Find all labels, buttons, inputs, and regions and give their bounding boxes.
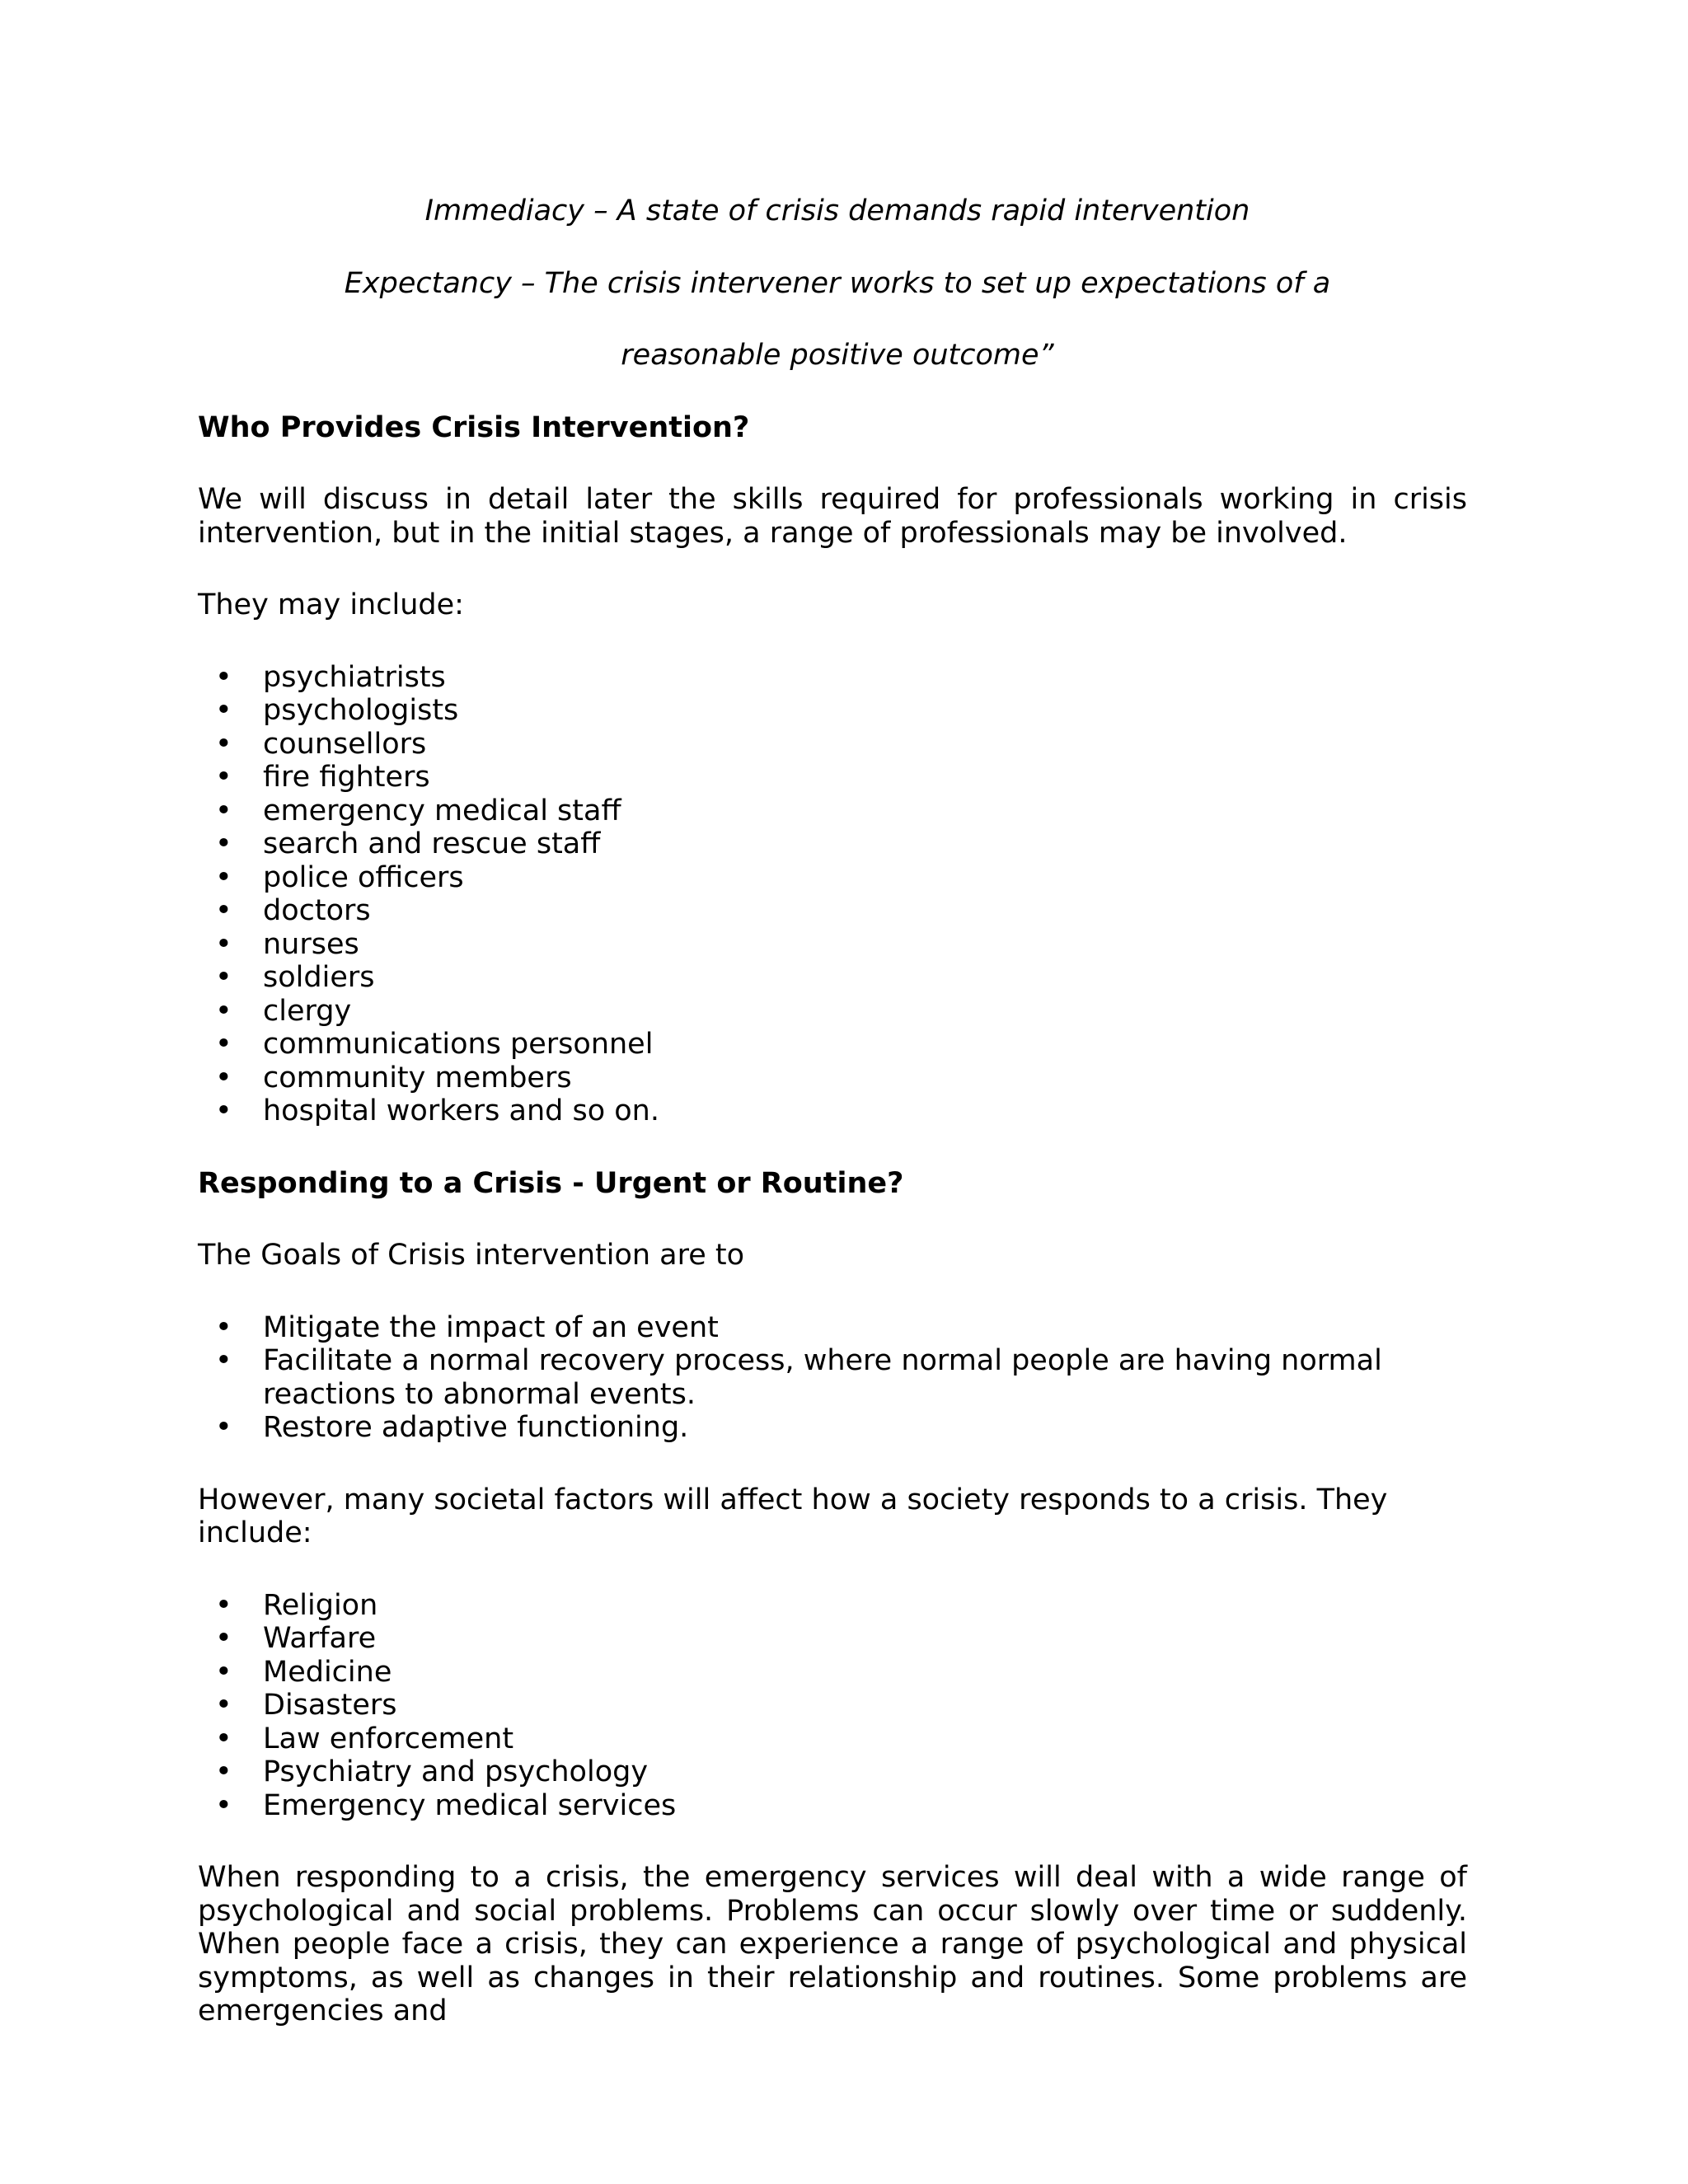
- page-content: [198, 194, 1467, 2067]
- bullet-icon: •: [215, 1344, 232, 1377]
- bullet-icon: •: [215, 994, 232, 1028]
- bullet-icon: •: [215, 1588, 232, 1622]
- list-item: • police officers: [215, 860, 464, 894]
- list-item: • nurses: [215, 927, 359, 961]
- bullet-icon: •: [215, 961, 232, 994]
- bullet-icon: •: [215, 1788, 232, 1822]
- bullet-icon: •: [215, 660, 232, 694]
- paragraph-may-include: They may include:: [198, 588, 464, 621]
- bullet-icon: •: [215, 827, 232, 860]
- list-item: • Warfare: [215, 1622, 377, 1655]
- bullet-icon: •: [215, 761, 232, 794]
- list-item: • Disasters: [215, 1689, 397, 1722]
- bullet-icon: •: [215, 694, 232, 727]
- quote-line-expectancy: Expectancy – The crisis intervener works to set up expectations of a: [344, 266, 1331, 300]
- quote-line-outcome: reasonable positive outcome”: [621, 339, 1054, 372]
- list-item: • search and rescue staff: [215, 827, 601, 860]
- bullet-icon: •: [215, 1689, 232, 1722]
- list-item: • Emergency medical services: [215, 1788, 677, 1822]
- paragraph-responding-closing: When responding to a crisis, the emergency services will deal with a wide range of psychological and social problems. Problems can occur slowly over time or suddenly. When people face a crisis, they can experience a range of psychological and physical symptoms, as well as changes in their relationship and routines. Some problems are emergencies and: [198, 1861, 1467, 2027]
- list-item: • Facilitate a normal recovery process, where normal people are having normal reactions to abnormal events.: [215, 1344, 1382, 1411]
- bullet-icon: •: [215, 1028, 232, 1061]
- list-item: • communications personnel: [215, 1028, 654, 1061]
- bullet-icon: •: [215, 1061, 232, 1094]
- bullet-icon: •: [215, 1755, 232, 1788]
- list-item: • soldiers: [215, 961, 375, 994]
- list-item: • counsellors: [215, 727, 427, 761]
- list-item: • fire fighters: [215, 761, 430, 794]
- paragraph-skills: We will discuss in detail later the skills required for professionals working in crisis intervention, but in the initial stages, a range of professionals may be involved.: [198, 483, 1467, 550]
- paragraph-factors-intro: However, many societal factors will affect how a society responds to a crisis. They include:: [198, 1483, 1388, 1549]
- list-item: • hospital workers and so on.: [215, 1094, 659, 1127]
- list-item: • Law enforcement: [215, 1722, 514, 1755]
- professionals-list: [198, 661, 1467, 1128]
- list-item: • Restore adaptive functioning.: [215, 1411, 689, 1444]
- goals-list: [198, 1311, 1467, 1445]
- bullet-icon: •: [215, 794, 232, 827]
- list-item: • Religion: [215, 1588, 378, 1622]
- quote-line-immediacy: Immediacy – A state of crisis demands rapid intervention: [424, 194, 1250, 227]
- bullet-icon: •: [215, 1655, 232, 1689]
- section-heading-who-provides: Who Provides Crisis Intervention?: [198, 410, 750, 444]
- bullet-icon: •: [215, 1722, 232, 1755]
- list-item: • emergency medical staff: [215, 794, 621, 827]
- list-item: • Mitigate the impact of an event: [215, 1310, 719, 1344]
- list-item: • Psychiatry and psychology: [215, 1755, 649, 1788]
- section-heading-responding: Responding to a Crisis - Urgent or Routine?: [198, 1166, 904, 1200]
- bullet-icon: •: [215, 927, 232, 961]
- bullet-icon: •: [215, 1310, 232, 1344]
- bullet-icon: •: [215, 727, 232, 761]
- paragraph-goals-intro: The Goals of Crisis intervention are to: [198, 1239, 745, 1272]
- list-item: • clergy: [215, 994, 352, 1028]
- list-item: • doctors: [215, 894, 371, 927]
- bullet-icon: •: [215, 860, 232, 894]
- bullet-icon: •: [215, 894, 232, 927]
- bullet-icon: •: [215, 1411, 232, 1444]
- list-item: • community members: [215, 1061, 572, 1094]
- bullet-icon: •: [215, 1622, 232, 1655]
- factors-list: [198, 1589, 1467, 1823]
- list-item: • psychiatrists: [215, 660, 446, 694]
- list-item: • psychologists: [215, 694, 459, 727]
- list-item: • Medicine: [215, 1655, 392, 1689]
- bullet-icon: •: [215, 1094, 232, 1127]
